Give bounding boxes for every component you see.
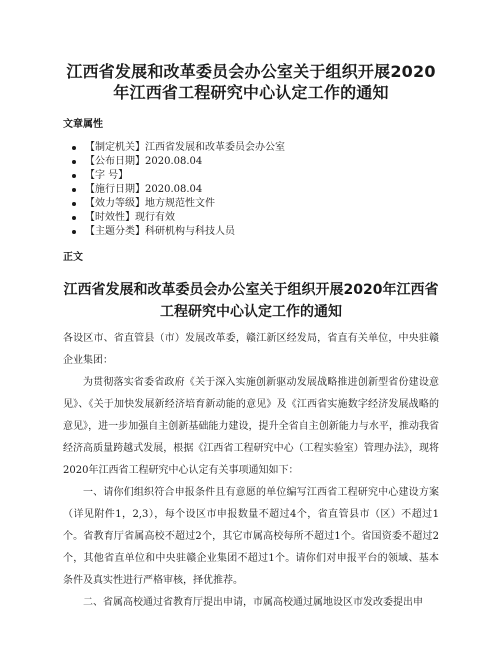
document-title: 江西省发展和改革委员会办公室关于组织开展2020年江西省工程研究中心认定工作的通知 (66, 62, 436, 102)
body-paragraph: 二、省属高校通过省教育厅提出申请，市属高校通过属地设区市发改委提出申 (83, 597, 423, 608)
body-paragraph: 为贯彻落实省委省政府《关于深入实施创新驱动发展战略推进创新型省份建设意见》、《关于加快发展新经济培育新动能的意见》及《江西省实施数字经济发展战略的意见》，进一步加强自主创新基础能力建设，提升全省自主创新能力与水平，推动我省经济高质量跨越式发展，根据《江西省工程研究中心（工程实验室）管理办法》，现将2020年江西省工程研究中心认定有关事项通知如下： (63, 377, 439, 476)
attribute-item: 【效力等级】地方规范性文件 (85, 197, 439, 211)
attribute-item: 【时效性】现行有效 (85, 211, 439, 225)
attribute-item: 【主题分类】科研机构与科技人员 (85, 225, 439, 239)
attributes-list (63, 141, 439, 239)
salutation: 各设区市、省直管县（市）发展改革委，赣江新区经发局，省直有关单位，中央驻赣企业集团： (63, 333, 439, 366)
body-heading: 正文 (63, 252, 83, 263)
attribute-item: 【制定机关】江西省发展和改革委员会办公室 (85, 141, 439, 155)
body-text (63, 328, 439, 614)
attributes-heading: 文章属性 (63, 119, 103, 130)
attribute-item: 【字 号】 (85, 169, 439, 183)
attribute-item: 【公布日期】2020.08.04 (85, 155, 439, 169)
attribute-item: 【施行日期】2020.08.04 (85, 183, 439, 197)
body-title: 江西省发展和改革委员会办公室关于组织开展2020年江西省工程研究中心认定工作的通知 (63, 282, 439, 320)
body-paragraph: 一、请你们组织符合申报条件且有意愿的单位编写江西省工程研究中心建设方案（详见附件1，2,3），每个设区市申报数量不超过4个，省直管县市（区）不超过1个。省教育厅省属高校不超过2个，其它市属高校每所不超过1个。省国资委不超过2个，其他省直单位和中央驻赣企业集团不超过1个。请你们对申报平台的领域、基本条件及真实性进行严格审核，择优推荐。 (63, 487, 439, 586)
